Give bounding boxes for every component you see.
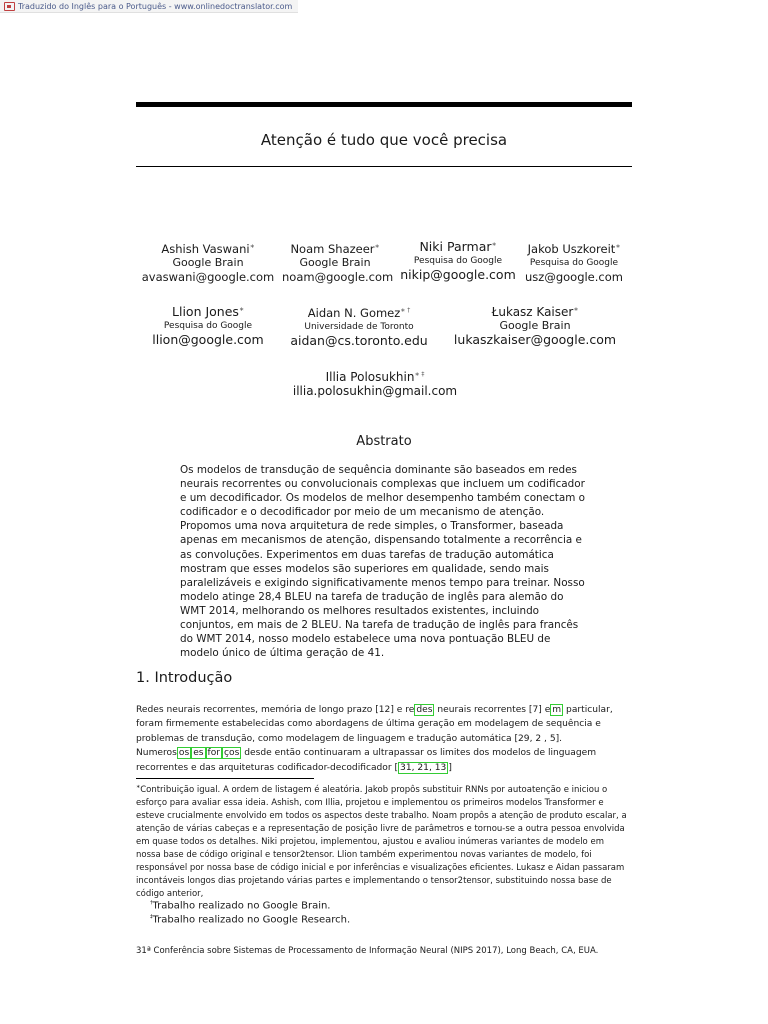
author-mark: ∗	[615, 243, 621, 250]
footnote-mark: ‡	[150, 914, 153, 920]
intro-text: desde então continuaram a ultrapassar os limites dos modelos de linguagem recorrentes e das arquiteturas codificador-decodificador [	[136, 748, 597, 773]
footnote-rule	[136, 778, 314, 779]
author-name: Noam Shazeer	[290, 241, 375, 256]
footnote-text: Trabalho realizado no Google Research.	[152, 914, 351, 926]
author-email: lukaszkaiser@google.com	[453, 332, 617, 347]
citation-link[interactable]: des	[416, 705, 433, 715]
citation-link[interactable]: for	[207, 748, 221, 759]
footnote-mark: ∗	[136, 784, 141, 790]
author-name: Niki Parmar	[419, 239, 492, 255]
intro-text: ]	[448, 762, 452, 773]
citation-link[interactable]: 31, 21, 13	[400, 762, 447, 773]
author-mark: ∗	[249, 243, 255, 250]
intro-paragraph	[136, 703, 634, 775]
title-top-rule	[136, 102, 632, 107]
intro-text: particular, foram firmemente estabelecidas como abordagens de última geração em modelagem de sequência e problemas de transdução, como modelagem de linguagem e tradução automática [29, 2 , 5]. Numeros	[136, 705, 613, 759]
author-block	[452, 303, 618, 347]
author-block	[400, 238, 516, 282]
author-name: Illia Polosukhin	[325, 370, 415, 384]
author-email: aidan@cs.toronto.edu	[290, 332, 428, 348]
citation-link[interactable]: ços	[224, 748, 240, 759]
author-email: llion@google.com	[152, 332, 264, 348]
citation-link[interactable]: os	[178, 748, 190, 759]
author-mark: ∗ ‡	[414, 371, 425, 378]
author-affiliation: Pesquisa do Google	[163, 321, 253, 332]
author-block	[284, 304, 434, 348]
footnote-research	[150, 911, 550, 926]
author-email: noam@google.com	[282, 269, 394, 284]
author-email: avaswani@google.com	[141, 269, 275, 284]
title-bottom-rule	[136, 166, 632, 167]
author-email: illia.polosukhin@gmail.com	[292, 384, 458, 398]
author-mark: ∗	[374, 243, 380, 250]
author-email: nikip@google.com	[400, 267, 516, 283]
conference-note: 31ª Conferência sobre Sistemas de Processamento de Informação Neural (NIPS 2017), Long Beach, CA, EUA.	[136, 946, 599, 956]
translator-logo-icon	[4, 2, 15, 11]
author-affiliation: Universidade de Toronto	[304, 321, 414, 332]
banner-text[interactable]: Traduzido do Inglês para o Português - www.onlinedoctranslator.com	[18, 1, 293, 11]
author-block	[524, 240, 624, 284]
author-mark: ∗	[238, 306, 244, 313]
author-block	[282, 240, 394, 284]
author-name: Łukasz Kaiser	[491, 305, 574, 319]
author-mark: ∗	[491, 241, 497, 248]
section-title: 1. Introdução	[136, 670, 233, 686]
footnote-contribution	[136, 781, 630, 901]
author-affiliation: Google Brain	[172, 255, 244, 269]
footnote-text: Trabalho realizado no Google Brain.	[152, 900, 331, 912]
author-affiliation: Google Brain	[299, 255, 371, 269]
author-block	[146, 303, 270, 347]
footnote-mark: †	[150, 900, 153, 906]
author-name: Aidan N. Gomez	[307, 305, 401, 320]
author-block	[140, 240, 276, 284]
author-name: Ashish Vaswani	[161, 241, 250, 256]
translation-banner[interactable]	[0, 0, 298, 13]
citation-link[interactable]: m	[552, 705, 562, 715]
intro-text: Redes neurais recorrentes, memória de longo prazo [12] e re	[136, 705, 415, 715]
author-block	[284, 368, 466, 398]
intro-text: neurais recorrentes [7] e	[434, 705, 551, 715]
author-mark: ∗ †	[400, 307, 411, 314]
abstract-title: Abstrato	[356, 434, 412, 449]
author-email: usz@google.com	[525, 269, 623, 284]
author-affiliation: Pesquisa do Google	[413, 256, 503, 267]
footnote-text: Contribuição igual. A ordem de listagem é aleatória. Jakob propôs substituir RNNs por autoatenção e iniciou o esforço para avaliar essa ideia. Ashish, com Illia, projetou e implementou os primeiros modelos Transformer e esteve crucialmente envolvido em todos os aspectos deste trabalho. Noam propôs a atenção de produto escalar, a atenção de várias cabeças e a representação de posição livre de parâmetros e tornou-se a outra pessoa envolvida em quase todos os detalhes. Niki projetou, implementou, ajustou e avaliou inúmeras variantes de modelo em nossa base de código original e tensor2tensor. Llion também experimentou novas variantes de modelo, foi responsável por nossa base de código inicial e por inferências e visualizações eficientes. Lukasz e Aidan passaram incontáveis longos dias projetando várias partes e implementando o tensor2tensor, substituindo nossa base de código anterior,	[136, 784, 627, 899]
author-affiliation: Google Brain	[499, 319, 571, 332]
citation-link[interactable]: es	[193, 748, 204, 759]
author-mark: ∗	[573, 306, 579, 313]
author-name: Llion Jones	[172, 304, 239, 320]
author-affiliation: Pesquisa do Google	[529, 257, 619, 268]
author-name: Jakob Uszkoreit	[527, 241, 616, 256]
abstract-text: Os modelos de transdução de sequência dominante são baseados em redes neurais recorrentes ou convolucionais complexas que incluem um codificador e um decodificador. Os modelos de melhor desempenho também conectam o codificador e o decodificador por meio de um mecanismo de atenção. Propomos uma nova arquitetura de rede simples, o Transformer, baseada apenas em mecanismos de atenção, dispensando totalmente a recorrência e as convoluções. Experimentos em duas tarefas de tradução automática mostram que esses modelos são superiores em qualidade, sendo mais paralelizáveis e exigindo significativamente menos tempo para treinar. Nosso modelo atinge 28,4 BLEU na tarefa de tradução de inglês para alemão do WMT 2014, melhorando os melhores resultados existentes, incluindo conjuntos, em mais de 2 BLEU. Na tarefa de tradução de inglês para francês do WMT 2014, nosso modelo estabelece uma nova pontuação BLEU de modelo único de última geração de 41.	[180, 464, 585, 660]
paper-title: Atenção é tudo que você precisa	[260, 131, 508, 149]
